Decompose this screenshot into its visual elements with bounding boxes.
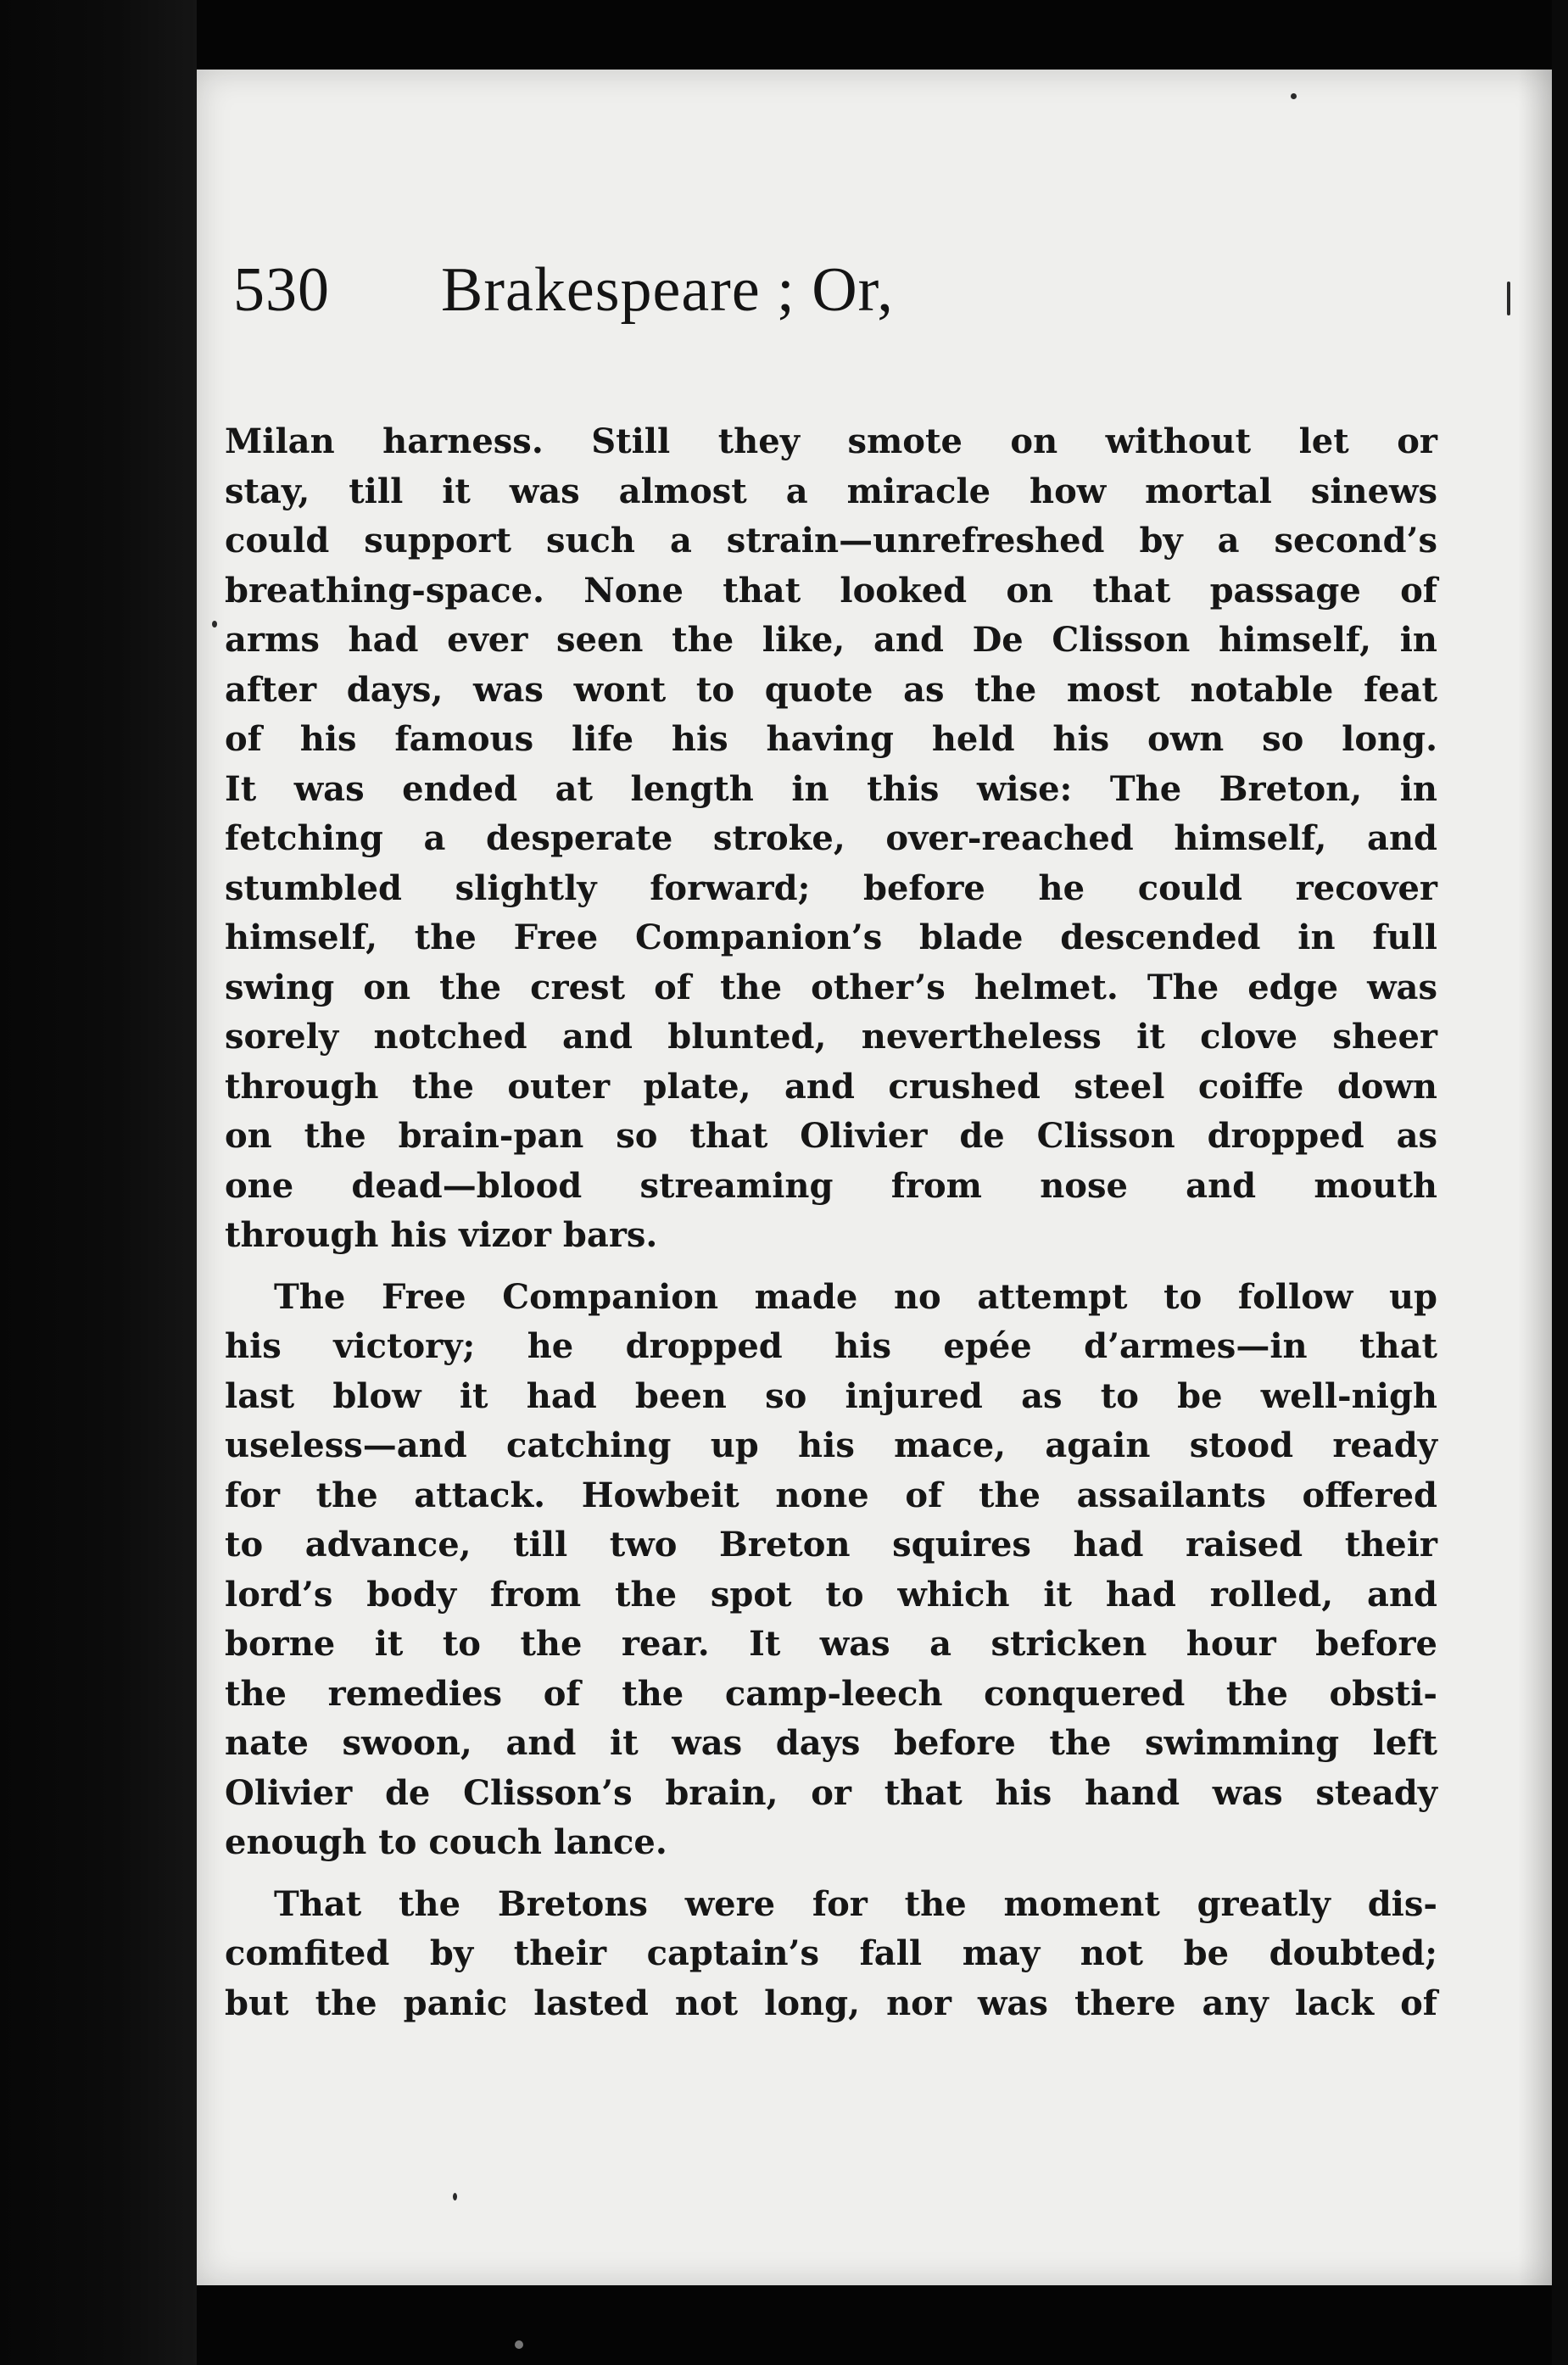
text-line: borne it to the rear. It was a stricken hour before (225, 1624, 1437, 1664)
text-line: stay, till it was almost a miracle how mortal sinews (225, 471, 1437, 511)
text-line: The Free Companion made no attempt to follow up (274, 1276, 1437, 1317)
text-line: of his famous life his having held his own so long. (225, 719, 1437, 759)
page-speck (212, 621, 217, 628)
text-line: That the Bretons were for the moment greatly dis- (274, 1883, 1437, 1924)
text-line: through the outer plate, and crushed steel coiffe down (225, 1066, 1437, 1107)
text-line: to advance, till two Breton squires had raised their (225, 1525, 1437, 1565)
text-line: his victory; he dropped his epée d’armes—in that (225, 1326, 1437, 1366)
page-header (233, 254, 1420, 382)
text-line: swing on the crest of the other’s helmet. The edge was (225, 967, 1437, 1007)
page-speck (1291, 93, 1297, 99)
text-line: himself, the Free Companion’s blade descended in full (225, 918, 1437, 957)
running-head: Brakespeare ; Or, (441, 255, 894, 325)
text-line: It was ended at length in this wise: The Breton, in (225, 768, 1437, 809)
text-line: arms had ever seen the like, and De Clisson himself, in (225, 620, 1437, 660)
page-speck (1507, 282, 1510, 315)
body-text (225, 417, 1437, 2028)
text-line: Olivier de Clisson’s brain, or that his hand was steady (225, 1772, 1437, 1813)
text-line: nate swoon, and it was days before the swimming left (225, 1723, 1437, 1763)
text-line: enough to couch lance. (225, 1822, 667, 1862)
text-line: lord’s body from the spot to which it had rolled, and (225, 1574, 1437, 1615)
text-line: the remedies of the camp-leech conquered the obsti- (225, 1673, 1437, 1714)
text-line: Milan harness. Still they smote on without let or (225, 421, 1437, 461)
page-number: 530 (233, 255, 330, 325)
text-line: last blow it had been so injured as to be well-nigh (225, 1375, 1437, 1416)
paragraph (225, 417, 1437, 1261)
paragraph (225, 1880, 1437, 2029)
text-line: comfited by their captain’s fall may not be doubted; (225, 1933, 1437, 1973)
text-line: through his vizor bars. (225, 1215, 658, 1255)
page-speck (515, 2340, 523, 2349)
paragraph-gap (225, 1261, 1437, 1273)
text-line: stumbled slightly forward; before he could recover (225, 867, 1437, 908)
paragraph-gap (225, 1868, 1437, 1880)
text-line: useless—and catching up his mace, again stood ready (225, 1425, 1437, 1465)
scan-border-left (0, 0, 197, 2365)
text-line: for the attack. Howbeit none of the assailants offered (225, 1475, 1437, 1515)
text-line: after days, was wont to quote as the most notable feat (225, 669, 1437, 710)
text-line: on the brain-pan so that Olivier de Clisson dropped as (225, 1116, 1437, 1156)
text-line: one dead—blood streaming from nose and mouth (225, 1165, 1437, 1206)
text-line: but the panic lasted not long, nor was there any lack of (225, 1983, 1437, 2023)
text-line: sorely notched and blunted, nevertheless it clove sheer (225, 1017, 1437, 1057)
text-line: could support such a strain—unrefreshed by a second’s (225, 521, 1437, 561)
text-line: fetching a desperate stroke, over-reached himself, and (225, 818, 1437, 858)
page-edge-shadow (1518, 70, 1552, 2285)
text-line: breathing-space. None that looked on that passage of (225, 570, 1437, 611)
scan-border-right (1552, 0, 1568, 2365)
paragraph (225, 1273, 1437, 1868)
page-speck (453, 2193, 457, 2200)
